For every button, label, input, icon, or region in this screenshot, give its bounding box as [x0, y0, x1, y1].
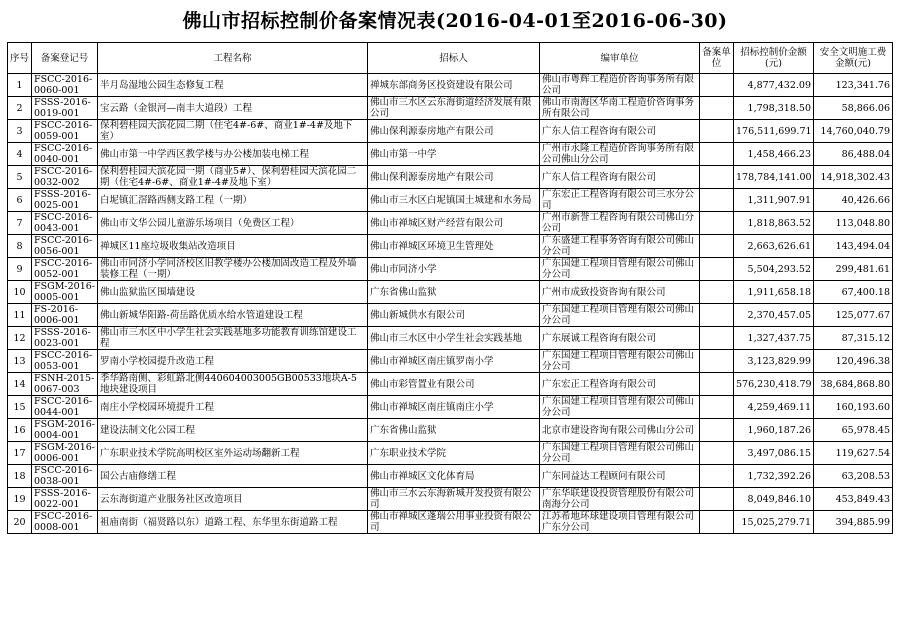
cell-compiler: 广州市新誉工程咨询有限公司佛山分公司: [540, 212, 700, 235]
header-seq: 序号: [8, 43, 32, 74]
cell-control-price: 8,049,846.10: [734, 488, 814, 511]
cell-compiler: 广东盛建工程事务咨询有限公司佛山分公司: [540, 235, 700, 258]
cell-control-price: 4,877,432.09: [734, 74, 814, 97]
cell-seq: 5: [8, 166, 32, 189]
table-row: [8, 304, 893, 327]
cell-tenderer: 佛山市彩管置业有限公司: [368, 373, 540, 396]
cell-safety-fee: 87,315.12: [814, 327, 893, 350]
cell-safety-fee: 453,849.43: [814, 488, 893, 511]
cell-project: 佛山市三水区中小学生社会实践基地多功能教育训练馆建设工程: [98, 327, 368, 350]
table-row: [8, 143, 893, 166]
table-row: [8, 74, 893, 97]
table-body: [8, 74, 893, 534]
cell-safety-fee: 299,481.61: [814, 258, 893, 281]
cell-project: 罗南小学校园提升改造工程: [98, 350, 368, 373]
cell-project: 季华路南侧、彩虹路北侧440604003005GB00533地块A-5地块建设项目: [98, 373, 368, 396]
cell-tenderer: 禅城东部商务区投资建设有限公司: [368, 74, 540, 97]
cell-unit: [700, 281, 734, 304]
cell-project: 佛山市第一中学西区教学楼与办公楼加装电梯工程: [98, 143, 368, 166]
cell-safety-fee: 14,918,302.43: [814, 166, 893, 189]
cell-safety-fee: 113,048.80: [814, 212, 893, 235]
cell-safety-fee: 120,496.38: [814, 350, 893, 373]
cell-tenderer: 佛山市同济小学: [368, 258, 540, 281]
cell-safety-fee: 14,760,040.79: [814, 120, 893, 143]
cell-project: 宝云路（金银河—南丰大道段）工程: [98, 97, 368, 120]
cell-tenderer: 佛山新城供水有限公司: [368, 304, 540, 327]
header-control-price: 招标控制价金额(元): [734, 43, 814, 74]
cell-control-price: 576,230,418.79: [734, 373, 814, 396]
cell-compiler: 广东国建工程项目管理有限公司佛山分公司: [540, 350, 700, 373]
cell-tenderer: 佛山市三水区中小学生社会实践基地: [368, 327, 540, 350]
cell-control-price: 2,663,626.61: [734, 235, 814, 258]
cell-unit: [700, 166, 734, 189]
cell-tenderer: 佛山市禅城区南庄镇罗南小学: [368, 350, 540, 373]
cell-unit: [700, 212, 734, 235]
cell-control-price: 1,798,318.50: [734, 97, 814, 120]
table-row: [8, 120, 893, 143]
cell-seq: 9: [8, 258, 32, 281]
cell-unit: [700, 235, 734, 258]
table-row: [8, 166, 893, 189]
cell-tenderer: 佛山市禅城区蓬瑞公用事业投资有限公司: [368, 511, 540, 534]
cell-unit: [700, 143, 734, 166]
cell-project: 佛山市文华公园儿童游乐场项目（免费区工程）: [98, 212, 368, 235]
cell-seq: 15: [8, 396, 32, 419]
cell-compiler: 佛山市粤辉工程造价咨询事务所有限公司: [540, 74, 700, 97]
cell-reg-no: FS-2016-0006-001: [32, 304, 98, 327]
cell-seq: 10: [8, 281, 32, 304]
header-compiler: 编审单位: [540, 43, 700, 74]
cell-reg-no: FSCC-2016-0056-001: [32, 235, 98, 258]
cell-seq: 8: [8, 235, 32, 258]
cell-seq: 3: [8, 120, 32, 143]
cell-safety-fee: 123,341.76: [814, 74, 893, 97]
cell-project: 国公古庙修缮工程: [98, 465, 368, 488]
cell-compiler: 广州市永隆工程造价咨询事务所有限公司佛山分公司: [540, 143, 700, 166]
cell-reg-no: FSSS-2016-0022-001: [32, 488, 98, 511]
cell-unit: [700, 304, 734, 327]
cell-reg-no: FSGM-2016-0004-001: [32, 419, 98, 442]
cell-tenderer: 佛山市禅城区文化体育局: [368, 465, 540, 488]
cell-project: 白坭镇汇滘路西侧支路工程（一期）: [98, 189, 368, 212]
cell-project: 佛山新城华阳路-荷岳路优质水给水管道建设工程: [98, 304, 368, 327]
table-row: [8, 373, 893, 396]
cell-project: 南庄小学校园环境提升工程: [98, 396, 368, 419]
page-title: 佛山市招标控制价备案情况表(2016-04-01至2016-06-30): [182, 10, 728, 32]
cell-compiler: 广东宏正工程咨询有限公司: [540, 373, 700, 396]
table-row: [8, 465, 893, 488]
table-row: [8, 396, 893, 419]
cell-control-price: 2,370,457.05: [734, 304, 814, 327]
record-table: [7, 42, 893, 534]
cell-tenderer: 佛山市禅城区南庄镇南庄小学: [368, 396, 540, 419]
cell-compiler: 广东人信工程咨询有限公司: [540, 166, 700, 189]
cell-control-price: 178,784,141.00: [734, 166, 814, 189]
cell-seq: 18: [8, 465, 32, 488]
cell-compiler: 广东宏正工程咨询有限公司三水分公司: [540, 189, 700, 212]
table-row: [8, 281, 893, 304]
cell-unit: [700, 419, 734, 442]
cell-reg-no: FSCC-2016-0040-001: [32, 143, 98, 166]
cell-tenderer: 广东省佛山监狱: [368, 419, 540, 442]
cell-tenderer: 佛山保利源泰房地产有限公司: [368, 166, 540, 189]
cell-tenderer: 佛山市第一中学: [368, 143, 540, 166]
cell-unit: [700, 350, 734, 373]
cell-unit: [700, 327, 734, 350]
cell-unit: [700, 258, 734, 281]
cell-seq: 6: [8, 189, 32, 212]
cell-control-price: 3,497,086.15: [734, 442, 814, 465]
cell-safety-fee: 143,494.04: [814, 235, 893, 258]
cell-seq: 17: [8, 442, 32, 465]
cell-reg-no: FSCC-2016-0053-001: [32, 350, 98, 373]
cell-reg-no: FSSS-2016-0025-001: [32, 189, 98, 212]
cell-control-price: 5,504,293.52: [734, 258, 814, 281]
cell-unit: [700, 189, 734, 212]
cell-unit: [700, 120, 734, 143]
cell-unit: [700, 442, 734, 465]
cell-project: 禅城区11座垃圾收集站改造项目: [98, 235, 368, 258]
cell-control-price: 1,960,187.26: [734, 419, 814, 442]
header-unit: 备案单位: [700, 43, 734, 74]
cell-project: 云东海街道产业服务社区改造项目: [98, 488, 368, 511]
cell-control-price: 1,818,863.52: [734, 212, 814, 235]
cell-control-price: 1,311,907.91: [734, 189, 814, 212]
cell-compiler: 江苏希地环球建设项目管理有限公司广东分公司: [540, 511, 700, 534]
cell-seq: 1: [8, 74, 32, 97]
cell-unit: [700, 373, 734, 396]
header-safety-fee: 安全文明施工费金额(元): [814, 43, 893, 74]
cell-compiler: 广东人信工程咨询有限公司: [540, 120, 700, 143]
cell-unit: [700, 488, 734, 511]
cell-seq: 7: [8, 212, 32, 235]
cell-compiler: 北京市建设咨询有限公司佛山分公司: [540, 419, 700, 442]
cell-seq: 4: [8, 143, 32, 166]
cell-safety-fee: 63,208.53: [814, 465, 893, 488]
cell-seq: 13: [8, 350, 32, 373]
cell-project: 佛山市同济小学同济校区旧教学楼办公楼加固改造工程及外墙装修工程（一期）: [98, 258, 368, 281]
cell-compiler: 广东同益达工程顾问有限公司: [540, 465, 700, 488]
cell-safety-fee: 67,400.18: [814, 281, 893, 304]
cell-project: 佛山监狱监区围墙建设: [98, 281, 368, 304]
cell-reg-no: FSCC-2016-0038-001: [32, 465, 98, 488]
cell-compiler: 广东国建工程项目管理有限公司佛山分公司: [540, 396, 700, 419]
cell-tenderer: 佛山市禅城区环境卫生管理处: [368, 235, 540, 258]
cell-reg-no: FSSS-2016-0019-001: [32, 97, 98, 120]
cell-control-price: 15,025,279.71: [734, 511, 814, 534]
cell-safety-fee: 394,885.99: [814, 511, 893, 534]
cell-control-price: 1,732,392.26: [734, 465, 814, 488]
cell-unit: [700, 97, 734, 120]
table-row: [8, 189, 893, 212]
cell-project: 半月岛湿地公园生态修复工程: [98, 74, 368, 97]
cell-unit: [700, 74, 734, 97]
cell-reg-no: FSCC-2016-0059-001: [32, 120, 98, 143]
cell-seq: 11: [8, 304, 32, 327]
cell-project: 保利碧桂园天滨花园二期（住宅4#-6#、商业1#-4#及地下室）: [98, 120, 368, 143]
table-row: [8, 488, 893, 511]
cell-safety-fee: 58,866.06: [814, 97, 893, 120]
cell-compiler: 广东国建工程项目管理有限公司佛山分公司: [540, 258, 700, 281]
table-row: [8, 350, 893, 373]
cell-reg-no: FSCC-2016-0008-001: [32, 511, 98, 534]
cell-project: 建设法制文化公园工程: [98, 419, 368, 442]
table-row: [8, 258, 893, 281]
cell-control-price: 1,327,437.75: [734, 327, 814, 350]
cell-tenderer: 佛山市三水云东海新城开发投资有限公司: [368, 488, 540, 511]
cell-project: 保利碧桂园天滨花园一期（商业5#）、保利碧桂园天滨花园二期（住宅4#-6#、商业1#-4#及地下室）: [98, 166, 368, 189]
cell-reg-no: FSCC-2016-0060-001: [32, 74, 98, 97]
cell-compiler: 广东展诚工程咨询有限公司: [540, 327, 700, 350]
cell-compiler: 佛山市南海区华南工程造价咨询事务所有限公司: [540, 97, 700, 120]
cell-reg-no: FSNH-2015-0067-003: [32, 373, 98, 396]
header-tenderer: 招标人: [368, 43, 540, 74]
cell-control-price: 176,511,699.71: [734, 120, 814, 143]
header-project: 工程名称: [98, 43, 368, 74]
cell-seq: 20: [8, 511, 32, 534]
cell-reg-no: FSSS-2016-0023-001: [32, 327, 98, 350]
cell-safety-fee: 40,426.66: [814, 189, 893, 212]
cell-compiler: 广东国建工程项目管理有限公司佛山分公司: [540, 304, 700, 327]
cell-reg-no: FSGM-2016-0006-001: [32, 442, 98, 465]
cell-safety-fee: 125,077.67: [814, 304, 893, 327]
table-row: [8, 212, 893, 235]
cell-compiler: 广州市成致投资咨询有限公司: [540, 281, 700, 304]
cell-control-price: 4,259,469.11: [734, 396, 814, 419]
table-row: [8, 97, 893, 120]
cell-compiler: 广东国建工程项目管理有限公司佛山分公司: [540, 442, 700, 465]
cell-safety-fee: 65,978.45: [814, 419, 893, 442]
cell-control-price: 1,911,658.18: [734, 281, 814, 304]
cell-control-price: 3,123,829.99: [734, 350, 814, 373]
table-row: [8, 442, 893, 465]
cell-reg-no: FSCC-2016-0032-002: [32, 166, 98, 189]
cell-reg-no: FSCC-2016-0044-001: [32, 396, 98, 419]
cell-tenderer: 广东职业技术学院: [368, 442, 540, 465]
cell-safety-fee: 86,488.04: [814, 143, 893, 166]
table-header-row: [8, 43, 893, 74]
table-row: [8, 419, 893, 442]
header-reg-no: 备案登记号: [32, 43, 98, 74]
cell-safety-fee: 119,627.54: [814, 442, 893, 465]
cell-seq: 19: [8, 488, 32, 511]
cell-safety-fee: 160,193.60: [814, 396, 893, 419]
cell-unit: [700, 465, 734, 488]
cell-unit: [700, 511, 734, 534]
cell-tenderer: 佛山保利源泰房地产有限公司: [368, 120, 540, 143]
cell-tenderer: 广东省佛山监狱: [368, 281, 540, 304]
cell-project: 祖庙南街（福贤路以东）道路工程、东华里东街道路工程: [98, 511, 368, 534]
cell-seq: 12: [8, 327, 32, 350]
table-row: [8, 235, 893, 258]
cell-control-price: 1,458,466.23: [734, 143, 814, 166]
cell-safety-fee: 38,684,868.80: [814, 373, 893, 396]
cell-tenderer: 佛山市三水区云东海街道经济发展有限公司: [368, 97, 540, 120]
table-row: [8, 511, 893, 534]
cell-unit: [700, 396, 734, 419]
cell-seq: 16: [8, 419, 32, 442]
cell-project: 广东职业技术学院高明校区室外运动场翻新工程: [98, 442, 368, 465]
table-row: [8, 327, 893, 350]
cell-tenderer: 佛山市禅城区财产经营有限公司: [368, 212, 540, 235]
cell-compiler: 广东华联建设投资管理股份有限公司南海分公司: [540, 488, 700, 511]
cell-reg-no: FSGM-2016-0005-001: [32, 281, 98, 304]
cell-tenderer: 佛山市三水区白坭镇国土城建和水务局: [368, 189, 540, 212]
cell-reg-no: FSCC-2016-0052-001: [32, 258, 98, 281]
cell-reg-no: FSCC-2016-0043-001: [32, 212, 98, 235]
cell-seq: 14: [8, 373, 32, 396]
cell-seq: 2: [8, 97, 32, 120]
